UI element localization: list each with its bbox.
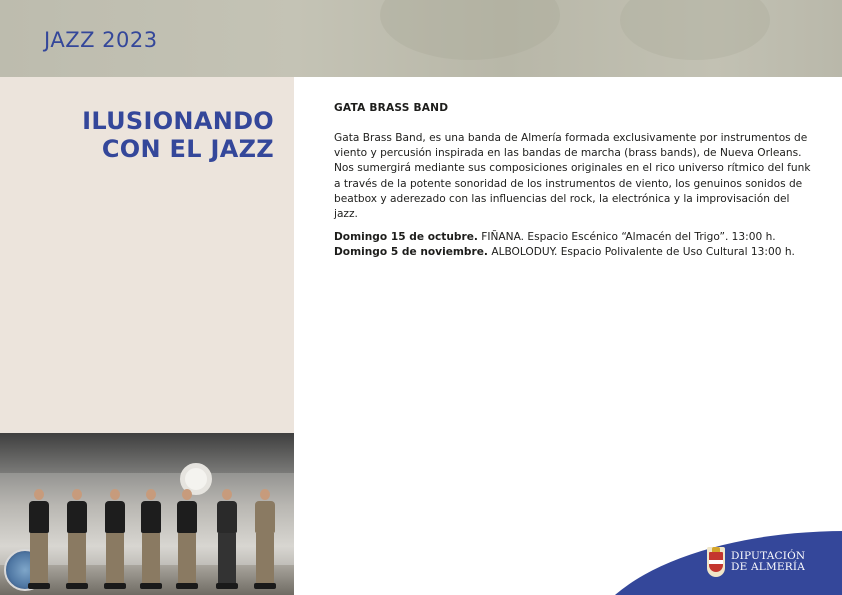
section-heading (82, 107, 274, 163)
photo-ceiling (0, 433, 294, 473)
article-title: GATA BRASS BAND (334, 102, 449, 114)
event-venue: ALBOLODUY. Espacio Polivalente de Uso Cultural 13:00 h. (487, 246, 795, 259)
band-member (140, 489, 162, 589)
logo-line2: DE ALMERÍA (731, 561, 806, 573)
article (334, 102, 814, 261)
event-date-row (334, 230, 814, 245)
band-member (66, 489, 88, 589)
logo-line1: DIPUTACIÓN (731, 550, 806, 562)
diputacion-logo (707, 547, 805, 577)
section-heading-line2: CON EL JAZZ (101, 135, 274, 163)
band-member (254, 489, 276, 589)
event-venue: FIÑANA. Espacio Escénico “Almacén del Trigo”. 13:00 h. (477, 231, 776, 244)
coat-of-arms-icon (707, 547, 725, 577)
header-texture (620, 0, 770, 60)
article-description: Gata Brass Band, es una banda de Almería formada exclusivamente por instrumentos de viento y percusión inspirada en las bandas de marcha (brass bands), de Nueva Orleans. Nos sumergirá mediante sus composiciones originales en el rico universo rítmico del funk a través de la potente sonoridad de los instrumentos de viento, los genuinos sonidos de beatbox y aderezado con las influencias del rock, la electrónica y la improvisación del jazz. (334, 132, 811, 221)
band-member (176, 489, 198, 589)
left-panel (0, 77, 294, 433)
event-date: Domingo 5 de noviembre. (334, 246, 488, 259)
band-member (104, 489, 126, 589)
page-title: JAZZ 2023 (44, 28, 158, 52)
header-band (0, 0, 842, 77)
event-date-row (334, 245, 814, 260)
band-member (216, 489, 238, 589)
band-member (28, 489, 50, 589)
logo-text (731, 551, 805, 573)
band-photo (0, 433, 294, 595)
header-texture (380, 0, 560, 60)
section-heading-line1: ILUSIONANDO (82, 107, 274, 135)
event-date: Domingo 15 de octubre. (334, 231, 478, 244)
event-dates (334, 230, 814, 260)
